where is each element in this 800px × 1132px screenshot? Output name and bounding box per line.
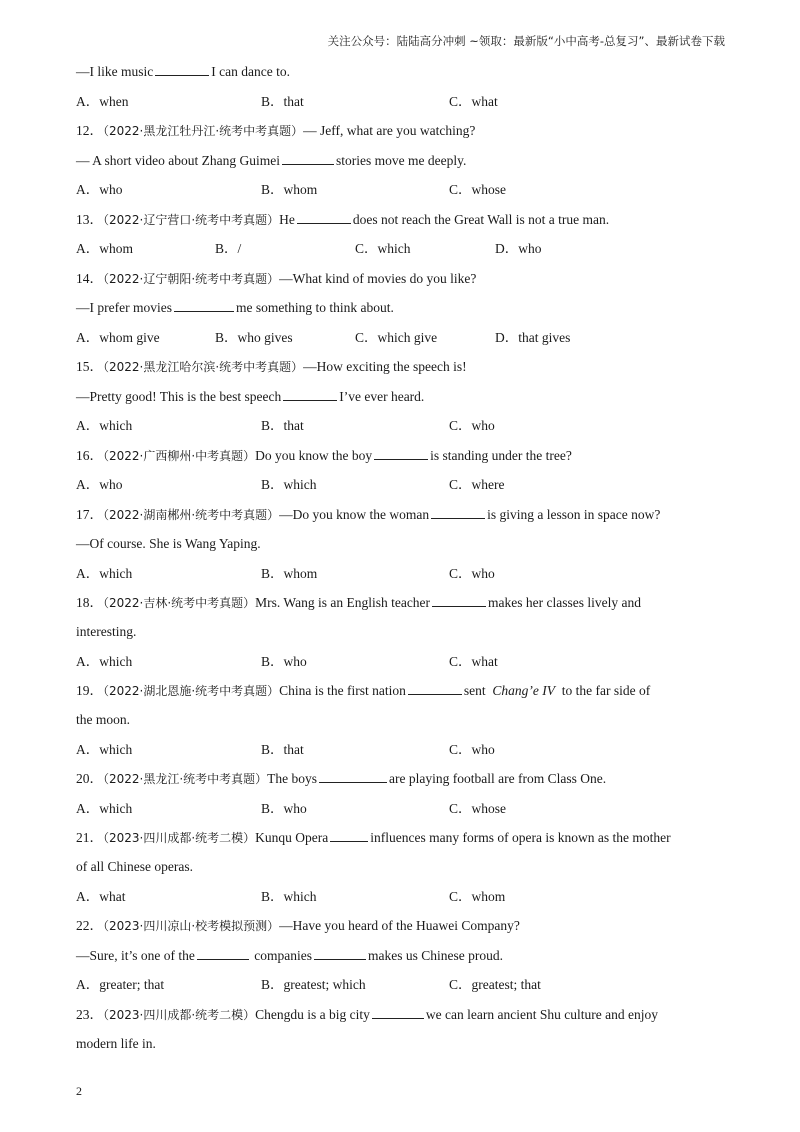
question-source: （2023·四川凉山·校考模拟预测） xyxy=(103,919,280,933)
question-22-stem xyxy=(76,916,726,946)
stem-text: me something to think about. xyxy=(235,300,394,315)
question-23-stem xyxy=(76,1005,726,1034)
question-14-dialogue xyxy=(76,298,726,328)
question-number: 23． xyxy=(76,1006,103,1022)
option-a[interactable]: A．what xyxy=(76,888,126,904)
option-b[interactable]: B．that xyxy=(261,418,304,433)
option-b[interactable]: B．whom xyxy=(261,182,318,197)
question-source: （2022·湖北恩施·统考中考真题） xyxy=(103,684,280,698)
question-12-dialogue xyxy=(76,151,726,181)
stem-text: sent xyxy=(463,683,486,698)
question-11-options xyxy=(76,92,726,122)
stem-text: influences many forms of opera is known as the mother xyxy=(370,830,671,845)
question-number: 14． xyxy=(76,270,103,286)
stem-text: to the far side of xyxy=(561,683,651,698)
answer-blank xyxy=(314,946,366,960)
question-source: （2022·黑龙江牡丹江·统考中考真题） xyxy=(103,124,304,138)
question-16-options xyxy=(76,475,726,505)
question-source: （2022·黑龙江哈尔滨·统考中考真题） xyxy=(103,360,304,374)
option-a[interactable]: A．when xyxy=(76,93,129,109)
question-22-options xyxy=(76,975,726,1005)
question-source: （2022·湖南郴州·统考中考真题） xyxy=(103,507,280,522)
option-c[interactable]: C．whose xyxy=(449,800,506,816)
question-number: 12． xyxy=(76,123,103,138)
stem-text: makes her classes lively and xyxy=(488,595,641,610)
stem-text: Mrs. Wang is an English teacher xyxy=(255,595,431,610)
answer-blank xyxy=(319,769,387,783)
option-a[interactable]: A．which xyxy=(76,800,133,816)
stem-text: does not reach the Great Wall is not a true man. xyxy=(352,211,610,227)
option-b[interactable]: B．that xyxy=(261,93,304,109)
stem-text: stories move me deeply. xyxy=(335,152,467,168)
question-19-stem-continued xyxy=(76,710,726,740)
question-14-options xyxy=(76,328,726,358)
option-b[interactable]: B．greatest; which xyxy=(261,977,366,992)
option-d[interactable]: D．that gives xyxy=(495,329,571,345)
stem-text: we can learn ancient Shu culture and enjoy xyxy=(425,1006,658,1022)
question-number: 19． xyxy=(76,683,103,698)
question-18-stem xyxy=(76,593,726,622)
stem-text: is standing under the tree? xyxy=(430,447,572,463)
question-23-stem-continued xyxy=(76,1034,726,1064)
stem-text: modern life in. xyxy=(76,1035,156,1051)
answer-blank xyxy=(432,593,486,607)
question-number: 13． xyxy=(76,211,103,227)
question-source: （2023·四川成都·统考二模） xyxy=(103,1007,256,1022)
option-c[interactable]: C．whom xyxy=(449,888,506,904)
option-c[interactable]: C．whose xyxy=(449,182,506,197)
stem-text: of all Chinese operas. xyxy=(76,859,193,874)
stem-text: —I prefer movies xyxy=(76,300,172,315)
stem-text: companies xyxy=(254,947,312,963)
option-c[interactable]: C．who xyxy=(449,565,495,581)
option-c[interactable]: C．what xyxy=(449,653,498,669)
answer-blank xyxy=(197,946,249,960)
option-a[interactable]: A．which xyxy=(76,741,133,757)
stem-text: —Have you heard of the Huawei Company? xyxy=(279,918,520,933)
question-source: （2022·吉林·统考中考真题） xyxy=(103,596,256,610)
stem-text: —What kind of movies do you like? xyxy=(279,270,477,286)
question-source: （2022·广西柳州·中考真题） xyxy=(103,448,256,463)
question-12-options xyxy=(76,180,726,210)
answer-blank xyxy=(282,151,334,165)
stem-text: — Jeff, what are you watching? xyxy=(303,123,476,138)
option-a[interactable]: A．which xyxy=(76,653,133,669)
option-b[interactable]: B．who xyxy=(261,653,307,669)
stem-text: makes us Chinese proud. xyxy=(367,947,503,963)
answer-blank xyxy=(283,387,337,401)
option-c[interactable]: C．who xyxy=(449,741,495,757)
option-c[interactable]: C．which xyxy=(355,241,411,256)
question-13-options xyxy=(76,239,726,269)
answer-blank xyxy=(374,446,428,460)
question-11-dialogue xyxy=(76,62,726,92)
stem-text: Chengdu is a big city xyxy=(255,1006,370,1022)
stem-text: I’ve ever heard. xyxy=(339,388,425,404)
italic-term: Chang’e IV xyxy=(492,683,556,698)
question-number: 15． xyxy=(76,359,103,374)
stem-text: —I like music xyxy=(76,64,154,79)
stem-text: China is the first nation xyxy=(279,683,406,698)
stem-text: interesting. xyxy=(76,624,137,639)
question-16-stem xyxy=(76,446,726,476)
option-b[interactable]: B．which xyxy=(261,888,317,904)
question-number: 18． xyxy=(76,595,103,610)
question-20-stem xyxy=(76,769,726,799)
question-12-stem xyxy=(76,121,726,151)
stem-text: The boys xyxy=(267,771,318,786)
question-14-stem xyxy=(76,269,726,299)
stem-text: —Do you know the woman xyxy=(279,506,430,522)
stem-text: He xyxy=(279,211,295,227)
question-18-options xyxy=(76,652,726,682)
answer-blank xyxy=(174,298,234,312)
stem-text: —Pretty good! This is the best speech xyxy=(76,388,282,404)
stem-text: are playing football are from Class One. xyxy=(389,771,607,786)
option-a[interactable]: A．which xyxy=(76,418,133,433)
option-a[interactable]: A．who xyxy=(76,182,123,197)
stem-text: Kunqu Opera xyxy=(255,830,329,845)
page-number: 2 xyxy=(76,1084,82,1098)
option-b[interactable]: B．who xyxy=(261,800,307,816)
question-17-dialogue xyxy=(76,534,726,564)
stem-text: is giving a lesson in space now? xyxy=(487,506,661,522)
question-15-stem xyxy=(76,357,726,387)
stem-text: the moon. xyxy=(76,712,130,727)
page-header: 关注公众号：陆陆高分冲刺 ~领取：最新版“小中高考-总复习”、最新试卷下载 xyxy=(327,34,725,48)
question-22-dialogue xyxy=(76,946,726,976)
stem-text: —How exciting the speech is! xyxy=(303,359,467,374)
option-b[interactable]: B．who gives xyxy=(215,329,293,345)
question-source: （2022·黑龙江·统考中考真题） xyxy=(103,772,268,786)
option-b[interactable]: B．which xyxy=(261,477,317,492)
option-c[interactable]: C．which give xyxy=(355,329,438,345)
question-number: 21． xyxy=(76,830,103,845)
question-13-stem xyxy=(76,210,726,240)
answer-blank xyxy=(431,505,485,519)
stem-text: —Sure, it’s one of the xyxy=(76,947,195,963)
stem-text: I can dance to. xyxy=(211,64,290,79)
answer-blank xyxy=(297,210,351,224)
question-source: （2022·辽宁朝阳·统考中考真题） xyxy=(103,271,280,286)
option-b[interactable]: B．that xyxy=(261,741,304,757)
option-a[interactable]: A．greater; that xyxy=(76,977,165,992)
question-number: 17． xyxy=(76,506,103,522)
option-a[interactable]: A．whom give xyxy=(76,329,160,345)
stem-text: Do you know the boy xyxy=(255,447,373,463)
question-number: 16． xyxy=(76,447,103,463)
option-a[interactable]: A．who xyxy=(76,477,123,492)
option-b[interactable]: B．/ xyxy=(215,241,242,256)
question-15-options xyxy=(76,416,726,446)
stem-text: —Of course. She is Wang Yaping. xyxy=(76,536,261,551)
question-19-stem xyxy=(76,681,726,710)
option-c[interactable]: C．where xyxy=(449,477,505,492)
question-21-stem xyxy=(76,828,726,857)
question-19-options xyxy=(76,740,726,770)
option-c[interactable]: C．greatest; that xyxy=(449,977,541,992)
question-18-stem-continued xyxy=(76,622,726,652)
option-d[interactable]: D．who xyxy=(495,241,542,256)
question-21-options xyxy=(76,887,726,917)
answer-blank xyxy=(408,681,462,695)
question-source: （2022·辽宁营口·统考中考真题） xyxy=(103,212,280,227)
option-b[interactable]: B．whom xyxy=(261,565,318,581)
question-15-dialogue xyxy=(76,387,726,417)
answer-blank xyxy=(155,62,209,76)
question-number: 22． xyxy=(76,918,103,933)
question-number: 20． xyxy=(76,771,103,786)
option-c[interactable]: C．what xyxy=(449,93,498,109)
question-21-stem-continued xyxy=(76,857,726,887)
question-17-options xyxy=(76,564,726,594)
option-a[interactable]: A．whom xyxy=(76,241,133,256)
option-a[interactable]: A．which xyxy=(76,565,133,581)
question-source: （2023·四川成都·统考二模） xyxy=(103,831,256,845)
option-c[interactable]: C．who xyxy=(449,418,495,433)
question-20-options xyxy=(76,799,726,829)
question-list xyxy=(76,62,726,1063)
stem-text: — A short video about Zhang Guimei xyxy=(76,152,280,168)
question-17-stem xyxy=(76,505,726,535)
answer-blank xyxy=(330,828,368,842)
answer-blank xyxy=(372,1005,424,1019)
